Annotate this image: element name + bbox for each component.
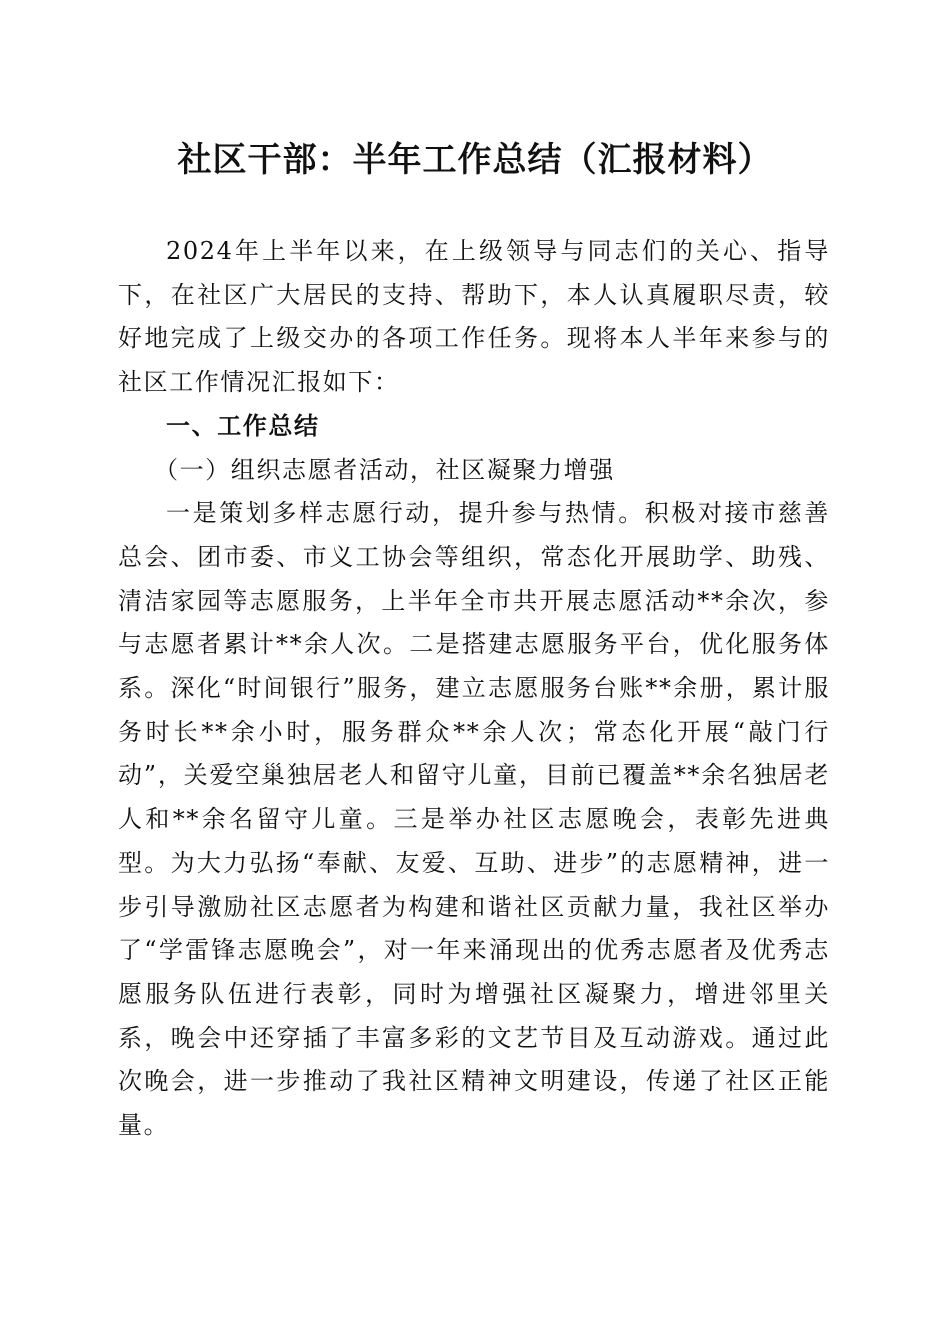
intro-paragraph: 2024年上半年以来，在上级领导与同志们的关心、指导下，在社区广大居民的支持、帮助下，本人认真履职尽责，较好地完成了上级交办的各项工作任务。现将本人半年来参与的社区工作情况汇报如下： [118, 237, 830, 397]
document-title: 社区干部：半年工作总结（汇报材料） [177, 140, 773, 180]
subsection-heading: （一）组织志愿者活动，社区凝聚力增强 [154, 455, 615, 484]
section-heading: 一、工作总结 [166, 411, 320, 440]
body-paragraph: 一是策划多样志愿行动，提升参与热情。积极对接市慈善总会、团市委、市义工协会等组织，常态化开展助学、助残、清洁家园等志愿服务，上半年全市共开展志愿活动**余次，参与志愿者累计**余人次。二是搭建志愿服务平台，优化服务体系。深化“时间银行”服务，建立志愿服务台账**余册，累计服务时长**余小时，服务群众**余人次；常态化开展“敲门行动”，关爱空巢独居老人和留守儿童，目前已覆盖**余名独居老人和**余名留守儿童。三是举办社区志愿晚会，表彰先进典型。为大力弘扬“奉献、友爱、互助、进步”的志愿精神，进一步引导激励社区志愿者为构建和谐社区贡献力量，我社区举办了“学雷锋志愿晚会”，对一年来涌现出的优秀志愿者及优秀志愿服务队伍进行表彰，同时为增强社区凝聚力，增进邻里关系，晚会中还穿插了丰富多彩的文艺节目及互动游戏。通过此次晚会，进一步推动了我社区精神文明建设，传递了社区正能量。 [118, 499, 830, 1140]
document-body [118, 230, 830, 1148]
